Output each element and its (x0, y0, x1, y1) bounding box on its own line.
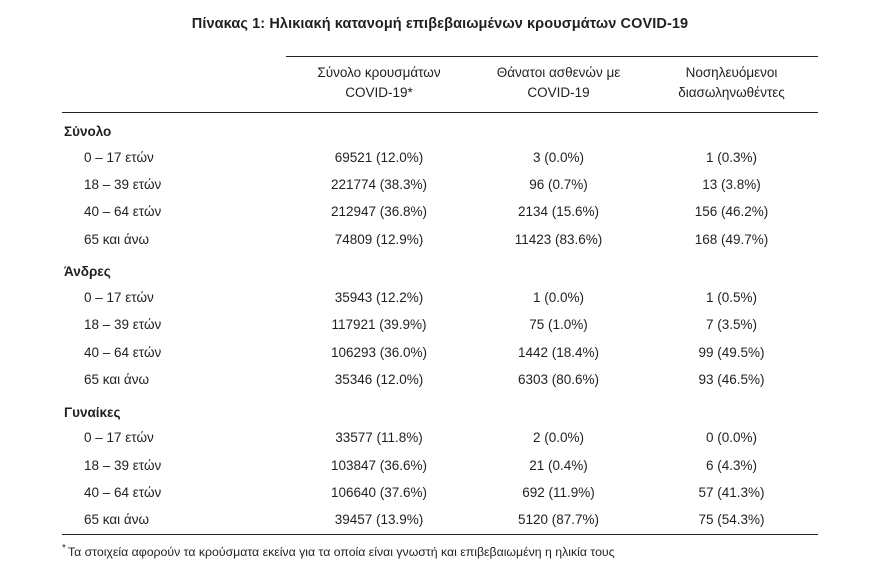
group-spacer-cell (286, 394, 472, 425)
header-cell-cases (286, 57, 472, 113)
row-deaths: 1 (0.0%) (532, 290, 585, 306)
row-cases: 117921 (39.9%) (331, 317, 427, 333)
row-cases: 35943 (12.2%) (334, 290, 424, 306)
row-cases: 35346 (12.0%) (334, 371, 424, 387)
row-cases: 106293 (36.0%) (330, 344, 428, 360)
row-deaths: 11423 (83.6%) (514, 231, 603, 247)
table-container (62, 56, 818, 535)
footnote-marker: * (62, 542, 66, 554)
table-row (62, 144, 818, 171)
header-deaths-line2: COVID-19 (527, 84, 590, 100)
group-spacer-cell (645, 394, 818, 425)
table-body (62, 113, 818, 535)
row-intubated: 6 (4.3%) (705, 457, 758, 473)
row-cases: 221774 (38.3%) (330, 177, 428, 193)
row-deaths: 1442 (18.4%) (517, 344, 600, 360)
group-spacer-cell (472, 394, 645, 425)
row-deaths: 75 (1.0%) (529, 317, 588, 333)
row-label: 65 και άνω (62, 507, 286, 535)
header-deaths-line1: Θάνατοι ασθενών με (496, 65, 621, 80)
header-cell-deaths (472, 57, 645, 113)
group-spacer-cell (645, 253, 818, 284)
row-intubated: 93 (46.5%) (698, 371, 765, 387)
table-row (62, 199, 818, 226)
row-label: 65 και άνω (84, 231, 150, 247)
row-cases: 74809 (12.9%) (334, 231, 424, 247)
row-deaths: 96 (0.7%) (529, 177, 588, 193)
table-row (62, 285, 818, 312)
table-footnote (62, 542, 818, 561)
row-deaths: 692 (11.9%) (522, 484, 595, 500)
header-intubated-line1: Νοσηλευόμενοι (685, 65, 778, 80)
group-label-men: Άνδρες (64, 264, 111, 280)
table-row (62, 339, 818, 366)
header-cell-intubated (645, 57, 818, 113)
table-row (62, 507, 818, 535)
header-intubated-line2: διασωληνωθέντες (678, 84, 785, 100)
group-spacer-cell (645, 113, 818, 145)
row-cases: 103847 (36.6%) (330, 457, 428, 473)
row-label: 18 – 39 ετών (84, 177, 162, 193)
row-label: 40 – 64 ετών (84, 484, 162, 500)
row-intubated: 75 (54.3%) (645, 507, 818, 535)
row-label: 40 – 64 ετών (84, 204, 162, 220)
table-row (62, 172, 818, 199)
age-distribution-table (62, 56, 818, 535)
row-intubated: 99 (49.5%) (698, 344, 765, 360)
row-intubated: 1 (0.5%) (705, 290, 758, 306)
table-row (62, 366, 818, 393)
header-cases-line2: COVID-19* (345, 84, 413, 100)
row-deaths: 6303 (80.6%) (517, 371, 600, 387)
row-intubated: 7 (3.5%) (705, 317, 758, 333)
table-header (62, 57, 818, 113)
header-cases-line1: Σύνολο κρουσμάτων (317, 65, 441, 80)
row-cases: 69521 (12.0%) (334, 149, 424, 165)
group-spacer-cell (472, 113, 645, 145)
table-row (62, 425, 818, 452)
group-spacer-cell (286, 253, 472, 284)
row-deaths: 2134 (15.6%) (517, 204, 600, 220)
group-spacer-cell (286, 113, 472, 145)
row-intubated: 156 (46.2%) (694, 204, 769, 220)
row-intubated: 168 (49.7%) (694, 231, 769, 247)
group-label-women: Γυναίκες (64, 404, 121, 420)
row-deaths: 5120 (87.7%) (472, 507, 645, 535)
table-group-row (62, 253, 818, 284)
row-cases: 212947 (36.8%) (330, 204, 428, 220)
row-deaths: 2 (0.0%) (532, 430, 585, 446)
table-row (62, 479, 818, 506)
row-cases: 33577 (11.8%) (335, 430, 423, 446)
row-deaths: 3 (0.0%) (532, 149, 585, 165)
row-intubated: 57 (41.3%) (698, 484, 765, 500)
row-label: 65 και άνω (84, 371, 150, 387)
group-spacer-cell (472, 253, 645, 284)
row-intubated: 0 (0.0%) (705, 430, 758, 446)
row-intubated: 1 (0.3%) (705, 149, 758, 165)
table-row (62, 312, 818, 339)
header-cell-empty (62, 57, 286, 113)
table-group-row (62, 394, 818, 425)
row-cases: 39457 (13.9%) (286, 507, 472, 535)
table-title: Πίνακας 1: Ηλικιακή κατανομή επιβεβαιωμένων κρουσμάτων COVID-19 (191, 16, 689, 32)
row-label: 18 – 39 ετών (84, 457, 162, 473)
row-label: 0 – 17 ετών (84, 149, 154, 165)
table-header-row (62, 57, 818, 113)
row-label: 18 – 39 ετών (84, 317, 162, 333)
row-label: 40 – 64 ετών (84, 344, 162, 360)
row-label: 0 – 17 ετών (84, 430, 154, 446)
footnote-text: Τα στοιχεία αφορούν τα κρούσματα εκείνα για τα οποία είναι γνωστή και επιβεβαιωμένη η ηλικία τους (67, 544, 615, 559)
row-label: 0 – 17 ετών (84, 290, 154, 306)
row-cases: 106640 (37.6%) (330, 484, 428, 500)
group-label-total: Σύνολο (62, 113, 286, 145)
table-group-row (62, 113, 818, 145)
table-row (62, 226, 818, 253)
table-row (62, 452, 818, 479)
row-intubated: 13 (3.8%) (702, 177, 761, 193)
row-deaths: 21 (0.4%) (529, 457, 588, 473)
